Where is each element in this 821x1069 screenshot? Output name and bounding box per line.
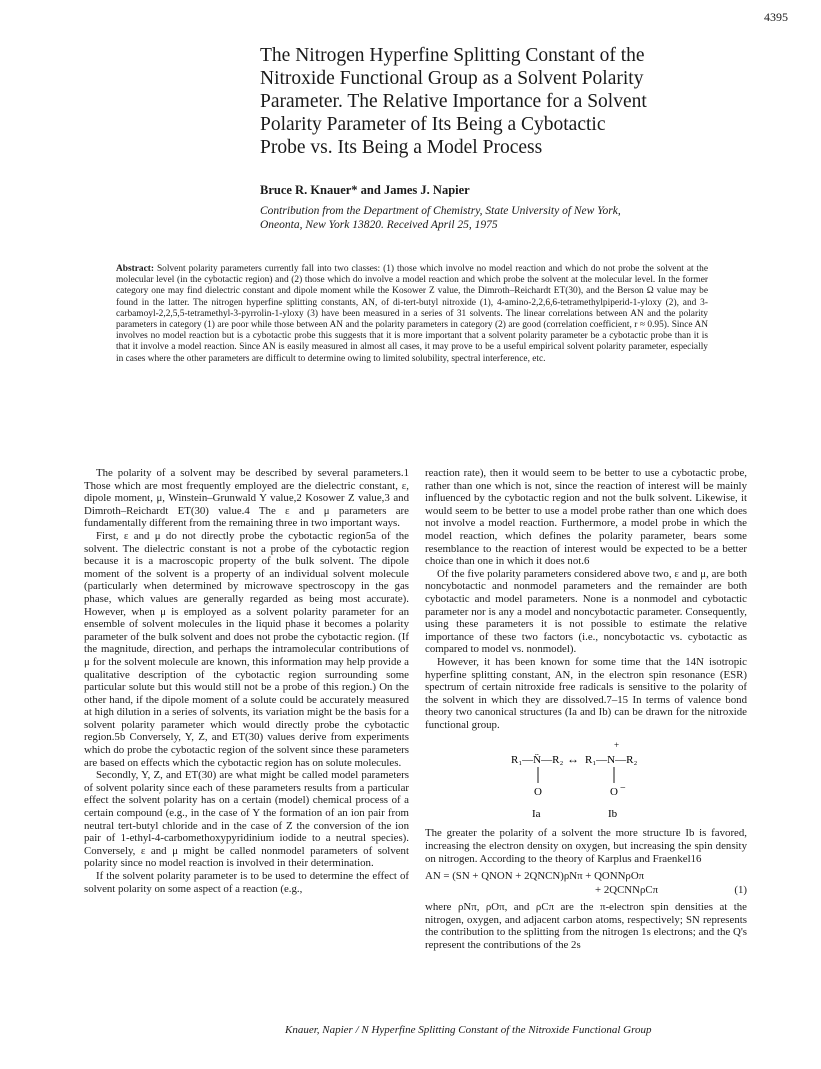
paragraph: The polarity of a solvent may be described by several parameters.1 Those which are most frequently employed are the dielectric constant, ε, dipole moment, μ, Winstein–Grunwald Y value,2 Kosower Z value,3 and Dimroth–Reichardt ET(30) value.4 The ε and μ parameters are fundamentally different from the remaining three in two important ways. bbox=[84, 467, 409, 530]
left-column bbox=[84, 467, 409, 895]
oxygen-ib: O bbox=[610, 786, 618, 799]
running-footer: Knauer, Napier / N Hyperfine Splitting Constant of the Nitroxide Functional Group bbox=[285, 1024, 652, 1036]
label-ib: Ib bbox=[608, 808, 618, 821]
paragraph: The greater the polarity of a solvent the more structure Ib is favored, increasing the electron density on oxygen, but increasing the spin density on nitrogen. According to the theory of Karplus and Fraenkel16 bbox=[425, 827, 747, 865]
abstract-text: Solvent polarity parameters currently fall into two classes: (1) those which involve no model reaction and which do not probe the solvent at the molecular level (in the cybotactic region) and (2) those which do involve a model reaction and which probe the solvent at the molecular level. In the former category one may find dielectric constant and dipole moment while the Kosower Z value, the Dimroth–Reichardt ET(30), and the Berson Ω value may be found in the latter. The nitrogen hyperfine splitting constants, AN, of di-tert-butyl nitroxide (1), 4-amino-2,2,6,6-tetramethylpiperid-1-yloxy (2), and 3-carbamoyl-2,2,5,5-tetramethyl-3-pyrrolin-1-yloxy (3) have been measured in a series of 31 solvents. The linear correlations between AN and the polarity parameters in category (1) are poor while those between AN and the polarity parameters in category (2) are good (correlation coefficient, r ≈ 0.95). Since AN involves no model reaction but is a cybotactic probe this suggests that it is more important that a solvent polarity parameter be a cybotactic probe than it is that it involve a model reaction. Since AN is easily measured in almost all cases, it may prove to be a useful empirical solvent polarity parameter, especially in cases where the other parameters are difficult to determine owing to limited solubility, spectral interference, etc. bbox=[116, 264, 708, 364]
paragraph: If the solvent polarity parameter is to be used to determine the effect of solvent polarity on some aspect of a reaction (e.g., bbox=[84, 870, 409, 895]
paragraph: where ρNπ, ρOπ, and ρCπ are the π-electron spin densities at the nitrogen, oxygen, and adjacent carbon atoms, respectively; SN represents the contribution to the splitting from the nitrogen 1s electrons; and the Q's represent the contributions of the 2s bbox=[425, 901, 747, 952]
title-line: Nitroxide Functional Group as a Solvent Polarity bbox=[260, 68, 644, 89]
equation-line: AN = (SN + QNON + 2QNCN)ρNπ + QONNρOπ bbox=[425, 870, 645, 883]
abstract-label: Abstract: bbox=[116, 264, 155, 274]
equation-number: (1) bbox=[734, 884, 747, 897]
title-line: Probe vs. Its Being a Model Process bbox=[260, 137, 543, 158]
equation-1 bbox=[425, 869, 747, 897]
equation-line-2: + 2QCNNρCπ bbox=[595, 884, 659, 897]
structure-diagram bbox=[425, 735, 747, 825]
paragraph: Secondly, Y, Z, and ET(30) are what might be called model parameters of solvent polarity since each of these parameters results from a particular effect the solvent polarity has on a certain (model) chemical process of a certain compound (e.g., in the case of Y the formation of an ion pair from neutral tert-butyl chloride and in the case of Z the conversion of the ion pair of 1-ethyl-4-carbomethoxypyridinium iodide to a neutral species). Conversely, ε and μ might be called nonmodel parameters of solvent polarity since no model reaction is involved in their determination. bbox=[84, 769, 409, 870]
paragraph: reaction rate), then it would seem to be better to use a cybotactic probe, rather than one which is not, since the reaction of interest will be mainly influenced by the cybotactic region and not the bulk solvent. Likewise, it would seem to be better to use a model probe rather than one which does not involve a model reaction. Furthermore, a model probe in which the model reaction, which defines the polarity parameter, bears some resemblance to the reaction of interest would be expected to be a better choice than one in which it does not.6 bbox=[425, 467, 747, 568]
page-number: 4395 bbox=[764, 10, 788, 24]
oxygen-ia: O bbox=[534, 786, 542, 799]
affiliation-line: Oneonta, New York 13820. Received April 25, 1975 bbox=[260, 219, 498, 231]
equation-line bbox=[425, 883, 747, 897]
affiliation bbox=[260, 204, 740, 232]
positive-charge: + bbox=[614, 740, 620, 751]
right-column bbox=[425, 467, 747, 952]
structure-ib-formula: R₁—N—R₂ bbox=[585, 754, 638, 767]
article-title bbox=[260, 44, 730, 159]
title-line: Polarity Parameter of Its Being a Cybotactic bbox=[260, 114, 606, 135]
title-line: Parameter. The Relative Importance for a Solvent bbox=[260, 91, 647, 112]
label-ia: Ia bbox=[532, 808, 541, 821]
paragraph: First, ε and μ do not directly probe the cybotactic region5a of the solvent. The dielectric constant is not a probe of the cybotactic region because it is a macroscopic property of the bulk solvent. The dipole moment of the solvent is a property of an individual solvent molecule (particularly when determined by microwave spectroscopy in the gas phase, which values are generally regarded as being most accurate). However, when μ is employed as a solvent polarity parameter for an ensemble of solvent molecules in the liquid phase it becomes a polarity parameter of the bulk solvent and does not probe the cybotactic region. (If the magnitude, direction, and perhaps the intramolecular contributions of μ for the solvent molecule are known, this information may help provide a qualitative description of the cybotactic region surrounding some particular solute but this would still not be a probe of this region.) On the other hand, if the dipole moment of a solute could be accurately measured at high dilution in a series of solvents, its variation might be the basis for a solvent polarity parameter which would directly probe the cybotactic region.5b Conversely, Y, Z, and ET(30) values derive from experiments which do probe the cybotactic region of the solvent since these parameters are based on effects which the cybotactic region has on solute molecules. bbox=[84, 529, 409, 769]
authors: Bruce R. Knauer* and James J. Napier bbox=[260, 183, 470, 197]
abstract bbox=[116, 264, 708, 365]
canonical-structures bbox=[425, 735, 747, 825]
title-line: The Nitrogen Hyperfine Splitting Constant of the bbox=[260, 45, 645, 66]
structure-ia-formula: R₁—N̈—R₂ bbox=[511, 754, 564, 767]
affiliation-line: Contribution from the Department of Chemistry, State University of New York, bbox=[260, 205, 621, 217]
paragraph: Of the five polarity parameters considered above two, ε and μ, are both noncybotactic and nonmodel parameters and the remainder are both cybotactic and model parameters. None is a nonmodel and cybotactic parameter nor is any a model and noncybotactic parameter. Consequently, using these parameters it is not possible to estimate the relative importance of these two factors (i.e., noncybotactic vs. cybotactic as compared to model vs. nonmodel). bbox=[425, 567, 747, 656]
paragraph: However, it has been known for some time that the 14N isotropic hyperfine splitting constant, AN, in the electron spin resonance (ESR) spectrum of certain nitroxide free radicals is sensitive to the polarity of the solvent in which they are dissolved.7–15 In terms of valence bond theory two canonical structures (Ia and Ib) can be drawn for the nitroxide functional group. bbox=[425, 655, 747, 731]
negative-charge: − bbox=[620, 783, 626, 795]
resonance-arrow: ↔ bbox=[567, 752, 579, 767]
